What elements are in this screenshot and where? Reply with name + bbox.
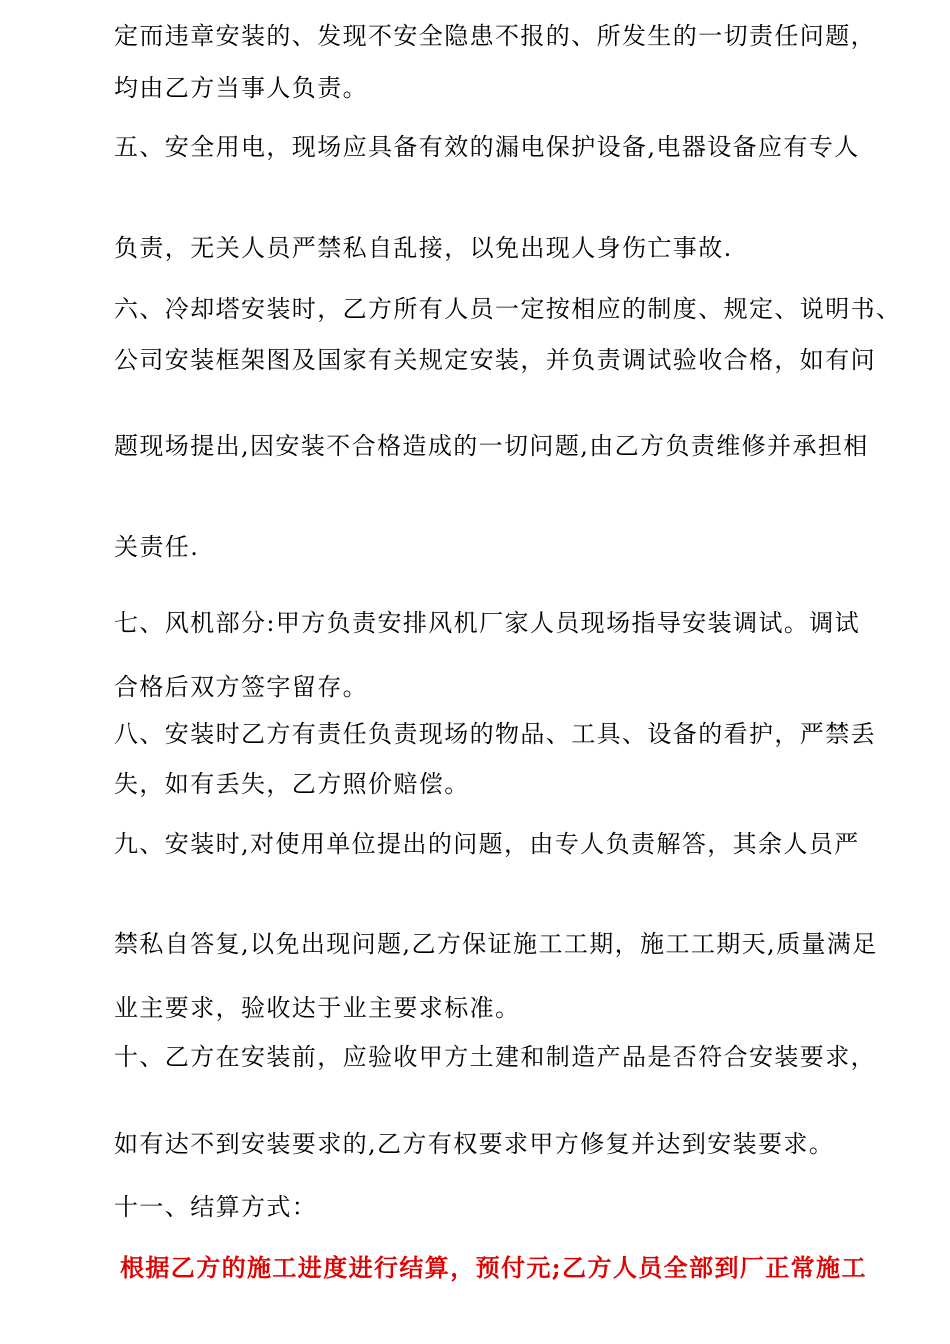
section-6-heading: 六、冷却塔安装时，乙方所有人员一定按相应的制度、规定、说明书、: [114, 295, 902, 323]
section-8-heading: 八、安装时乙方有责任负责现场的物品、工具、设备的看护，严禁丢: [114, 720, 876, 748]
text-line: 定而违章安装的、发现不安全隐患不报的、所发生的一切责任问题，: [114, 22, 876, 50]
section-11-heading: 十一、结算方式：: [114, 1193, 318, 1221]
text-line: 合格后双方签字留存。: [114, 673, 368, 701]
text-line: 业主要求，验收达于业主要求标准。: [114, 994, 521, 1022]
text-line: 公司安装框架图及国家有关规定安装，并负责调试验收合格，如有问: [114, 346, 876, 374]
section-7-heading: 七、风机部分:甲方负责安排风机厂家人员现场指导安装调试。调试: [114, 609, 861, 637]
text-line: 如有达不到安装要求的,乙方有权要求甲方修复并达到安装要求。: [114, 1130, 835, 1158]
text-line: 禁私自答复,以免出现问题,乙方保证施工工期，施工工期天,质量满足: [114, 930, 878, 958]
section-5-heading: 五、安全用电，现场应具备有效的漏电保护设备,电器设备应有专人: [114, 133, 860, 161]
settlement-emphasis-text: 根据乙方的施工进度进行结算，预付元;乙方人员全部到厂正常施工: [120, 1253, 867, 1282]
text-line: 关责任.: [114, 533, 200, 561]
section-10-heading: 十、乙方在安装前，应验收甲方土建和制造产品是否符合安装要求，: [114, 1043, 876, 1071]
text-line: 负责，无关人员严禁私自乱接，以免出现人身伤亡事故.: [114, 234, 733, 262]
section-9-heading: 九、安装时,对使用单位提出的问题，由专人负责解答，其余人员严: [114, 830, 860, 858]
text-line: 失，如有丢失，乙方照价赔偿。: [114, 770, 470, 798]
text-line: 均由乙方当事人负责。: [114, 74, 368, 102]
text-line: 题现场提出,因安装不合格造成的一切问题,由乙方负责维修并承担相: [114, 432, 869, 460]
